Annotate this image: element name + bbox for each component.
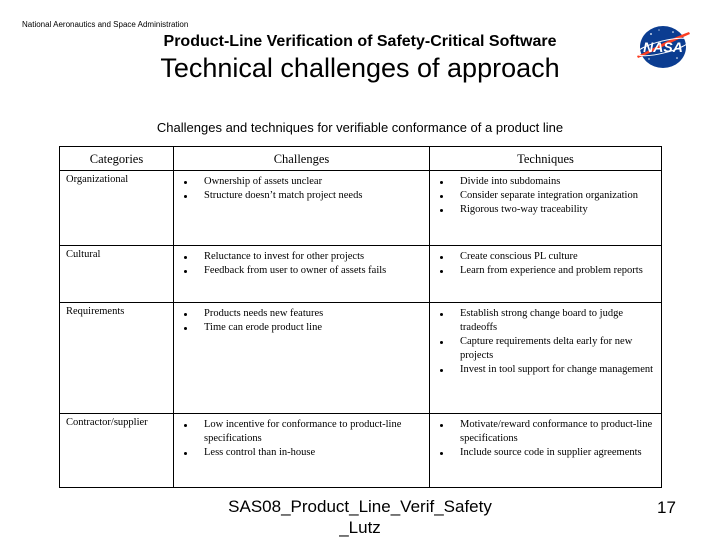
bullet-icon: [184, 181, 187, 184]
header-techniques: Techniques: [430, 147, 662, 171]
challenges-table: [59, 146, 662, 488]
list-item: Feedback from user to owner of assets fails: [174, 264, 429, 278]
bullet-icon: [440, 256, 443, 259]
category-cell: Requirements: [60, 303, 174, 414]
footer-text: SAS08_Product_Line_Verif_Safety _Lutz: [228, 497, 492, 537]
bullet-icon: [184, 195, 187, 198]
bullet-icon: [440, 195, 443, 198]
table-header-row: [60, 147, 662, 171]
bullet-icon: [184, 327, 187, 330]
techniques-cell: [430, 303, 662, 414]
list-item: Less control than in-house: [174, 446, 429, 460]
techniques-cell: [430, 171, 662, 246]
category-cell: Contractor/supplier: [60, 414, 174, 488]
table-row: [60, 171, 662, 246]
bullet-icon: [440, 341, 443, 344]
bullet-icon: [184, 270, 187, 273]
list-item: Time can erode product line: [174, 321, 429, 335]
bullet-icon: [440, 209, 443, 212]
bullet-icon: [184, 313, 187, 316]
list-item: Learn from experience and problem reports: [430, 264, 661, 278]
table-row: [60, 303, 662, 414]
bullet-icon: [184, 424, 187, 427]
list-item: Low incentive for conformance to product-line specifications: [174, 418, 429, 446]
header-categories: Categories: [60, 147, 174, 171]
page-number: 17: [657, 498, 676, 517]
bullet-icon: [440, 369, 443, 372]
category-cell: Cultural: [60, 246, 174, 303]
bullet-icon: [184, 256, 187, 259]
list-item: Products needs new features: [174, 307, 429, 321]
category-cell: Organizational: [60, 171, 174, 246]
list-item: Divide into subdomains: [430, 175, 661, 189]
bullet-icon: [440, 452, 443, 455]
challenges-cell: [174, 303, 430, 414]
list-item: Structure doesn’t match project needs: [174, 189, 429, 203]
list-item: Include source code in supplier agreements: [430, 446, 661, 460]
nasa-logo-text: NASA: [643, 39, 683, 55]
list-item: Create conscious PL culture: [430, 250, 661, 264]
list-item: Capture requirements delta early for new projects: [430, 335, 661, 363]
techniques-cell: [430, 414, 662, 488]
list-item: Establish strong change board to judge tradeoffs: [430, 307, 661, 335]
bullet-icon: [184, 452, 187, 455]
list-item: Rigorous two-way traceability: [430, 203, 661, 217]
list-item: Ownership of assets unclear: [174, 175, 429, 189]
bullet-icon: [440, 181, 443, 184]
table-row: [60, 246, 662, 303]
list-item: Reluctance to invest for other projects: [174, 250, 429, 264]
bullet-icon: [440, 424, 443, 427]
challenges-cell: [174, 246, 430, 303]
nasa-logo-icon: [633, 22, 693, 72]
slide-title: Technical challenges of approach: [160, 53, 560, 83]
table-caption: Challenges and techniques for verifiable conformance of a product line: [156, 120, 564, 135]
challenges-cell: [174, 171, 430, 246]
bullet-icon: [440, 313, 443, 316]
list-item: Motivate/reward conformance to product-line specifications: [430, 418, 661, 446]
agency-name: National Aeronautics and Space Administration: [22, 20, 189, 29]
slide-subtitle: Product-Line Verification of Safety-Critical Software: [163, 33, 557, 50]
list-item: Invest in tool support for change management: [430, 363, 661, 377]
bullet-icon: [440, 270, 443, 273]
challenges-cell: [174, 414, 430, 488]
list-item: Consider separate integration organization: [430, 189, 661, 203]
techniques-cell: [430, 246, 662, 303]
header-challenges: Challenges: [174, 147, 430, 171]
table-row: [60, 414, 662, 488]
